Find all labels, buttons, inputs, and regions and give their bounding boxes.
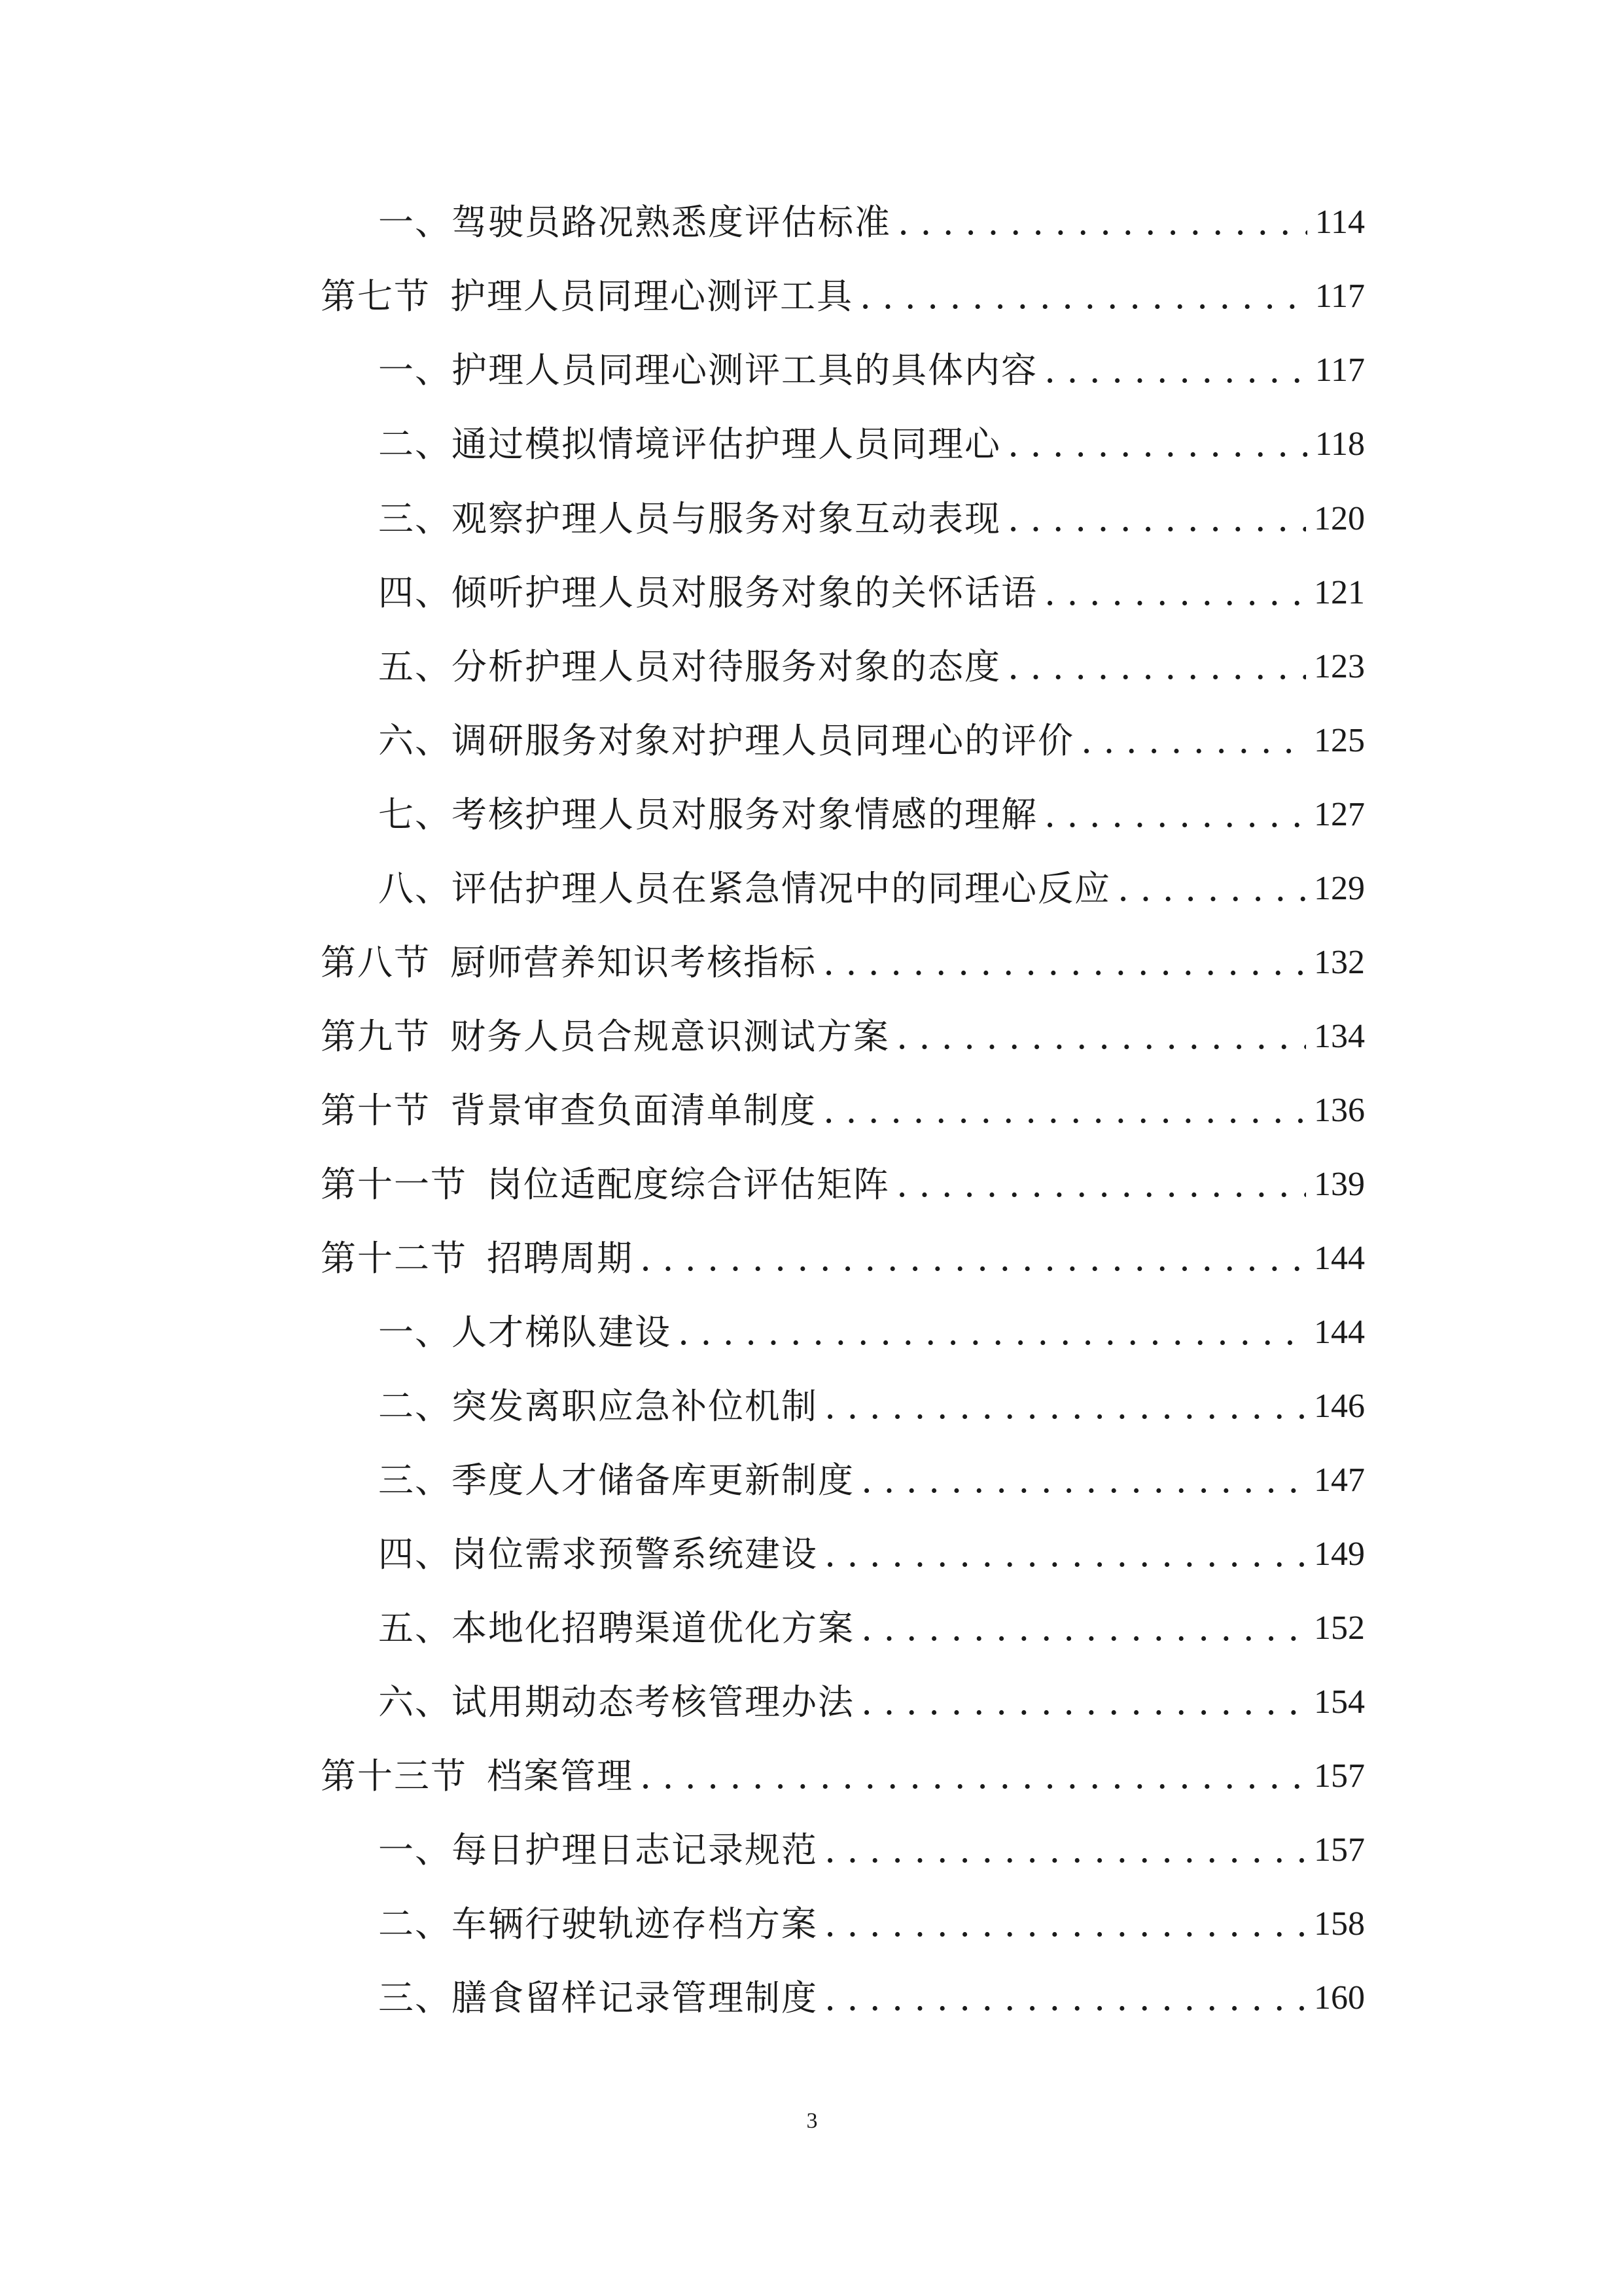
toc-page-number: 144 — [1314, 1314, 1365, 1351]
dot-leader — [855, 1599, 1306, 1658]
section-label: 第十一节 — [321, 1164, 467, 1205]
toc-entry-title: 第九节 财务人员合规意识测试方案 — [321, 1016, 890, 1057]
toc-entry[interactable] — [321, 267, 1365, 326]
toc-page-number: 136 — [1314, 1092, 1365, 1129]
toc-entry-title: 二、车辆行驶轨迹存档方案 — [378, 1903, 818, 1945]
section-label: 第七节 — [321, 276, 431, 317]
toc-page-number: 120 — [1314, 500, 1365, 537]
dot-leader — [855, 1451, 1306, 1510]
toc-entry-title: 第十一节 岗位适配度综合评估矩阵 — [321, 1164, 890, 1205]
toc-page-number: 127 — [1314, 796, 1365, 833]
toc-entry-title: 第七节 护理人员同理心测评工具 — [321, 276, 853, 317]
toc-page-number: 134 — [1314, 1018, 1365, 1055]
dot-leader — [818, 1377, 1306, 1436]
toc-page-number: 123 — [1314, 648, 1365, 685]
toc-page-number: 152 — [1314, 1609, 1365, 1647]
toc-page-number: 154 — [1314, 1683, 1365, 1721]
dot-leader — [671, 1303, 1306, 1362]
dot-leader — [633, 1229, 1306, 1288]
section-label: 第九节 — [321, 1016, 431, 1057]
toc-page-number: 114 — [1315, 204, 1365, 241]
toc-entry[interactable] — [378, 1451, 1365, 1510]
toc-page-number: 132 — [1314, 944, 1365, 981]
dot-leader — [817, 933, 1306, 992]
toc-entry[interactable] — [378, 193, 1365, 252]
toc-page-number: 158 — [1314, 1905, 1365, 1943]
toc-entry-title: 一、每日护理日志记录规范 — [378, 1829, 818, 1871]
toc-entry[interactable] — [321, 1081, 1365, 1140]
toc-entry-title: 第十三节 档案管理 — [321, 1755, 633, 1797]
dot-leader — [1111, 859, 1306, 918]
dot-leader — [1001, 490, 1306, 548]
toc-entry-title: 四、倾听护理人员对服务对象的关怀话语 — [378, 572, 1038, 613]
dot-leader — [818, 1969, 1306, 2028]
toc-entry-title: 三、季度人才储备库更新制度 — [378, 1460, 855, 1501]
dot-leader — [890, 1155, 1306, 1214]
toc-entry[interactable] — [378, 711, 1365, 770]
toc-entry-title: 八、评估护理人员在紧急情况中的同理心反应 — [378, 868, 1111, 909]
toc-entry-title: 五、分析护理人员对待服务对象的态度 — [378, 646, 1001, 687]
toc-page-number: 160 — [1314, 1979, 1365, 2017]
toc-entry[interactable] — [378, 564, 1365, 622]
section-label: 第十节 — [321, 1090, 431, 1131]
toc-page-number: 149 — [1314, 1535, 1365, 1573]
dot-leader — [818, 1895, 1306, 1954]
section-label: 第八节 — [321, 942, 431, 983]
toc-entry-title: 二、通过模拟情境评估护理人员同理心 — [378, 423, 1001, 465]
toc-entry-title: 二、突发离职应急补位机制 — [378, 1386, 818, 1427]
toc-entry-title: 第十节 背景审查负面清单制度 — [321, 1090, 817, 1131]
dot-leader — [855, 1673, 1306, 1732]
toc-page-number: 121 — [1314, 574, 1365, 611]
toc-entry-title: 六、调研服务对象对护理人员同理心的评价 — [378, 720, 1074, 761]
toc-page-number: 118 — [1315, 425, 1365, 463]
toc-entry[interactable] — [321, 1229, 1365, 1288]
dot-leader — [818, 1821, 1306, 1880]
dot-leader — [891, 193, 1307, 252]
toc-entry-title: 七、考核护理人员对服务对象情感的理解 — [378, 794, 1038, 835]
toc-page-number: 117 — [1315, 278, 1365, 315]
dot-leader — [1038, 341, 1307, 400]
toc-entry[interactable] — [321, 933, 1365, 992]
toc-entry[interactable] — [378, 1377, 1365, 1436]
section-label: 第十二节 — [321, 1238, 467, 1279]
toc-page-number: 157 — [1314, 1831, 1365, 1869]
toc-entry[interactable] — [378, 859, 1365, 918]
toc-entry[interactable] — [378, 1673, 1365, 1732]
dot-leader — [853, 267, 1307, 326]
toc-entry[interactable] — [378, 341, 1365, 400]
toc-entry-title: 四、岗位需求预警系统建设 — [378, 1534, 818, 1575]
dot-leader — [1001, 637, 1306, 696]
toc-entry[interactable] — [321, 1747, 1365, 1806]
page-number: 3 — [806, 2109, 818, 2133]
dot-leader — [1038, 564, 1306, 622]
toc-entry-title: 三、膳食留样记录管理制度 — [378, 1977, 818, 2018]
dot-leader — [633, 1747, 1306, 1806]
toc-entry-title: 第八节 厨师营养知识考核指标 — [321, 942, 817, 983]
toc-entry-title: 三、观察护理人员与服务对象互动表现 — [378, 498, 1001, 539]
toc-entry[interactable] — [378, 490, 1365, 548]
dot-leader — [1001, 415, 1307, 474]
dot-leader — [1074, 711, 1306, 770]
toc-page-number: 147 — [1314, 1462, 1365, 1499]
toc-entry[interactable] — [378, 1599, 1365, 1658]
toc-entry-title: 一、人才梯队建设 — [378, 1312, 671, 1353]
dot-leader — [817, 1081, 1306, 1140]
toc-entry[interactable] — [321, 1007, 1365, 1066]
toc-entry-title: 第十二节 招聘周期 — [321, 1238, 633, 1279]
toc-entry[interactable] — [378, 415, 1365, 474]
toc-page-number: 117 — [1315, 351, 1365, 389]
toc-entry[interactable] — [378, 637, 1365, 696]
toc-entry[interactable] — [378, 1969, 1365, 2028]
section-label: 第十三节 — [321, 1755, 467, 1797]
toc-entry-title: 六、试用期动态考核管理办法 — [378, 1681, 855, 1723]
toc-page-number: 139 — [1314, 1166, 1365, 1203]
toc-page-number: 129 — [1314, 870, 1365, 907]
toc-entry[interactable] — [378, 785, 1365, 844]
toc-entry-title: 一、护理人员同理心测评工具的具体内容 — [378, 350, 1038, 391]
toc-entry[interactable] — [378, 1303, 1365, 1362]
toc-entry[interactable] — [378, 1821, 1365, 1880]
toc-entry[interactable] — [378, 1525, 1365, 1584]
dot-leader — [818, 1525, 1306, 1584]
toc-page-number: 157 — [1314, 1757, 1365, 1795]
toc-page-number: 144 — [1314, 1240, 1365, 1277]
toc-entry[interactable] — [321, 1155, 1365, 1214]
dot-leader — [890, 1007, 1306, 1066]
toc-entry-title: 五、本地化招聘渠道优化方案 — [378, 1607, 855, 1649]
toc-entry-title: 一、驾驶员路况熟悉度评估标准 — [378, 202, 891, 243]
toc-page-number: 125 — [1314, 722, 1365, 759]
toc-page-number: 146 — [1314, 1388, 1365, 1425]
dot-leader — [1038, 785, 1306, 844]
toc-entry[interactable] — [378, 1895, 1365, 1954]
